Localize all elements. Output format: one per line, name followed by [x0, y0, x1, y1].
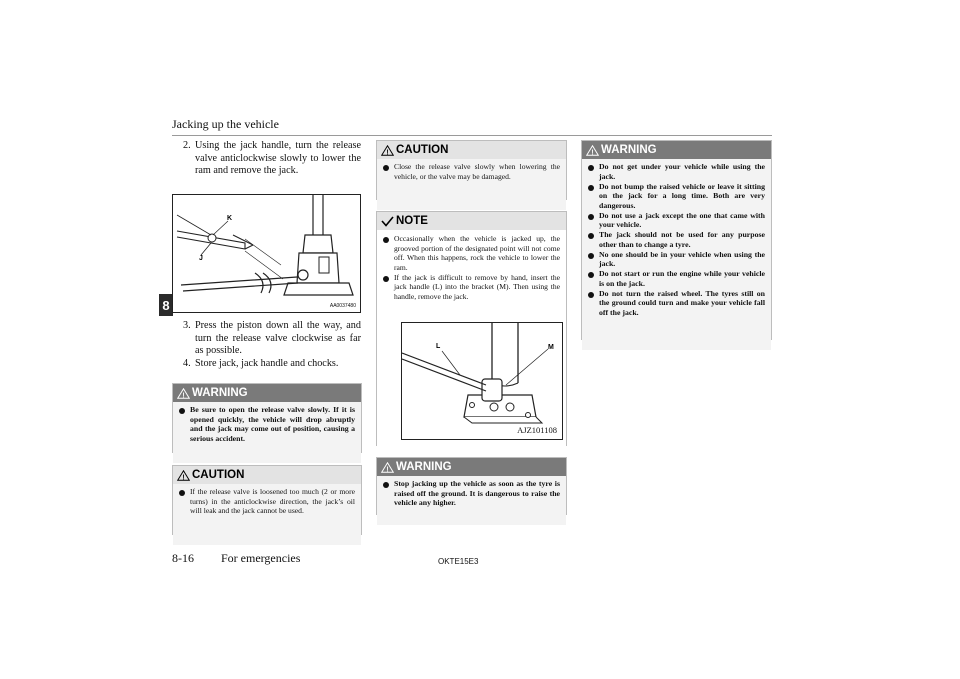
bullet-icon — [588, 214, 594, 220]
step-text: Press the piston down all the way, and turn the release valve clockwise as far as possible. — [195, 320, 361, 357]
warning-item: Do not bump the raised vehicle or leave it sitting on the jack for a long time. Both are very dangerous. — [588, 182, 765, 211]
warning-header — [582, 141, 771, 159]
header-title: Jacking up the vehicle — [172, 117, 279, 131]
warning-title: WARNING — [192, 387, 248, 399]
warning-box-jack-safety — [581, 140, 772, 340]
warning-header — [377, 458, 566, 476]
step-number: 4. — [183, 358, 191, 369]
step-text: Store jack, jack handle and chocks. — [195, 358, 339, 369]
warning-item: Stop jacking up the vehicle as soon as the tyre is raised off the ground. It is dangerous to raise the vehicle any higher. — [383, 479, 560, 508]
caution-body — [377, 159, 566, 210]
caution-box-release-valve — [172, 465, 362, 535]
note-item: If the jack is difficult to remove by hand, insert the jack handle (L) into the bracket (M). Then using the handle, remove the jack. — [383, 273, 560, 302]
warning-item: Do not turn the raised wheel. The tyres still on the ground could turn and make your vehicle fall off the jack. — [588, 289, 765, 318]
warning-box-stop-jacking — [376, 457, 567, 515]
bullet-icon — [588, 292, 594, 298]
warning-body — [377, 476, 566, 525]
caution-header — [377, 141, 566, 159]
caution-triangle-icon — [381, 145, 394, 156]
warning-triangle-icon — [177, 388, 190, 399]
bullet-icon — [588, 272, 594, 278]
warning-body — [582, 159, 771, 350]
step-4 — [183, 358, 361, 371]
caution-title: CAUTION — [396, 144, 449, 156]
svg-text:!: ! — [182, 473, 185, 481]
warning-body — [173, 402, 361, 463]
jack-bracket-illustration — [402, 323, 562, 439]
step-2 — [183, 140, 361, 178]
bullet-icon — [179, 490, 185, 496]
step-number: 2. — [183, 140, 191, 151]
svg-text:!: ! — [182, 391, 185, 399]
step-text: Using the jack handle, turn the release valve anticlockwise slowly to lower the ram and remove the jack. — [195, 140, 361, 177]
bullet-icon — [383, 276, 389, 282]
warning-title: WARNING — [601, 144, 657, 156]
jack-lowering-figure — [172, 194, 361, 313]
bullet-icon — [588, 185, 594, 191]
svg-text:!: ! — [591, 148, 594, 156]
note-title: NOTE — [396, 215, 428, 227]
caution-triangle-icon — [177, 470, 190, 481]
bullet-icon — [383, 482, 389, 488]
warning-triangle-icon — [381, 462, 394, 473]
bullet-icon — [383, 165, 389, 171]
caution-body — [173, 484, 361, 545]
section-name: For emergencies — [221, 551, 301, 565]
caution-box-close-valve — [376, 140, 567, 200]
warning-header — [173, 384, 361, 402]
warning-triangle-icon — [586, 145, 599, 156]
warning-item: No one should be in your vehicle when using the jack. — [588, 250, 765, 269]
jack-illustration — [173, 195, 360, 312]
label-k: K — [227, 215, 233, 222]
caution-title: CAUTION — [192, 469, 245, 481]
svg-text:!: ! — [386, 465, 389, 473]
caution-header — [173, 466, 361, 484]
warning-item: Do not get under your vehicle while using the jack. — [588, 162, 765, 181]
bullet-icon — [383, 237, 389, 243]
bullet-icon — [588, 165, 594, 171]
bullet-icon — [588, 253, 594, 259]
step-3 — [183, 320, 361, 358]
caution-item: If the release valve is loosened too much (2 or more turns) in the anticlockwise direction, the jack’s oil will leak and the jack cannot be used. — [179, 487, 355, 516]
chapter-tab: 8 — [159, 294, 173, 316]
step-number: 3. — [183, 320, 191, 331]
bullet-icon — [588, 233, 594, 239]
caution-item: Close the release valve slowly when lowering the vehicle, or the valve may be damaged. — [383, 162, 560, 181]
bullet-icon — [179, 408, 185, 414]
warning-item: Do not use a jack except the one that came with your vehicle. — [588, 211, 765, 230]
warning-item: Do not start or run the engine while your vehicle is on the jack. — [588, 269, 765, 288]
figure-code: AJZ101108 — [517, 425, 557, 435]
label-j: J — [199, 255, 203, 262]
header-divider — [172, 135, 772, 136]
label-l: L — [436, 343, 441, 350]
warning-box-release-valve — [172, 383, 362, 453]
checkmark-icon — [381, 216, 394, 227]
note-item: Occasionally when the vehicle is jacked up, the grooved portion of the designated point will not come off. When this happens, rock the vehicle to lower the ram. — [383, 234, 560, 272]
figure-code: AA0037480 — [329, 303, 356, 309]
warning-item: The jack should not be used for any purpose other than to change a tyre. — [588, 230, 765, 249]
warning-title: WARNING — [396, 461, 452, 473]
label-m: M — [548, 344, 554, 351]
svg-text:!: ! — [386, 148, 389, 156]
jack-handle-bracket-figure — [401, 322, 563, 440]
warning-item: Be sure to open the release valve slowly. If it is opened quickly, the vehicle will drop abruptly and the jack may come out of position, causing a serious accident. — [179, 405, 355, 443]
page-number: 8-16 — [172, 551, 194, 565]
document-code: OKTE15E3 — [438, 557, 479, 566]
note-header — [377, 212, 566, 230]
